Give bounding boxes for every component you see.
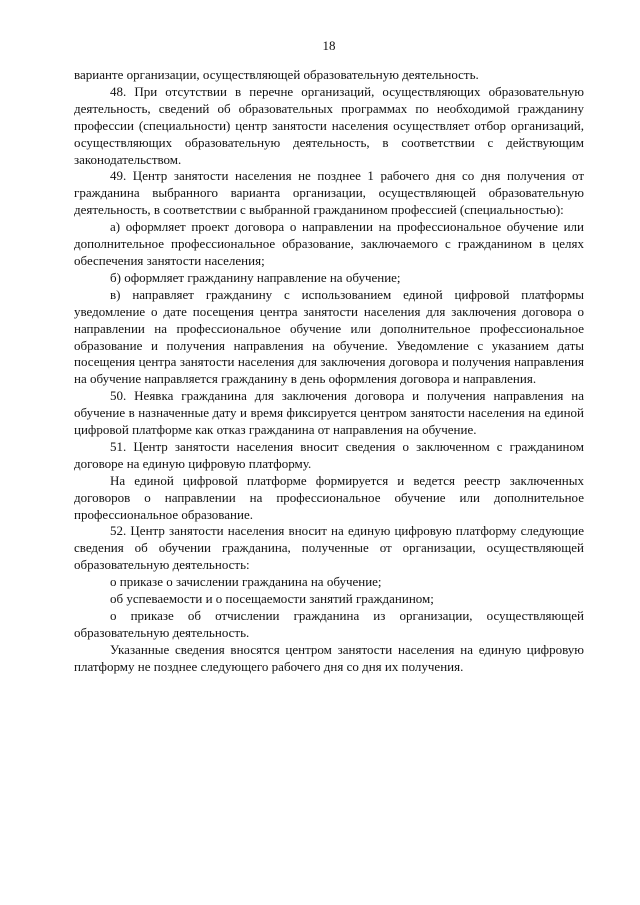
paragraph-51-registry: На единой цифровой платформе формируется и ведется реестр заключенных договоров о направлении на профессиональное обучение или дополнительное профессиональное образование. xyxy=(74,472,584,522)
paragraph-49-b: б) оформляет гражданину направление на обучение; xyxy=(110,269,401,285)
document-page xyxy=(74,0,584,905)
paragraph-49-a: а) оформляет проект договора о направлении на профессиональное обучение или дополнительное профессиональное образование, заключаемого с гражданином в целях обеспечения занятости населения; xyxy=(74,219,584,268)
paragraph-continuation: варианте организации, осуществляющей образовательную деятельность. xyxy=(74,67,479,82)
paragraph-51: 51. Центр занятости населения вносит сведения о заключенном с гражданином договоре на единую цифровую платформу. xyxy=(74,438,584,471)
paragraph-52: 52. Центр занятости населения вносит на единую цифровую платформу следующие сведения об обучении гражданина, полученные от организации, осуществляющей образовательную деятельность: xyxy=(74,523,584,573)
paragraph-52-deadline: Указанные сведения вносятся центром занятости населения на единую цифровую платформу не позднее следующего рабочего дня со дня их получения. xyxy=(74,641,584,674)
paragraph-50: 50. Неявка гражданина для заключения договора и получения направления на обучение в назначенные дату и время фиксируется центром занятости населения на единой цифровой платформе как отказ гражданина от направления на обучение. xyxy=(74,388,584,438)
paragraph-49-v: в) направляет гражданину с использованием единой цифровой платформы уведомление о дате посещения центра занятости населения для заключения договора о направлении на профессиональное обучение или дополнительное профессиональное образование и получения направления на обучение. Уведомление с указанием даты посещения центра занятости населения для заключения договора и получения направления на обучение направляется гражданину в день оформления договора и направления. xyxy=(74,286,584,387)
paragraph-52-item-attendance: об успеваемости и о посещаемости занятий гражданином; xyxy=(110,591,434,607)
document-body xyxy=(74,67,584,676)
paragraph-52-item-enrollment: о приказе о зачислении гражданина на обучение; xyxy=(110,574,382,590)
paragraph-48: 48. При отсутствии в перечне организаций, осуществляющих образовательную деятельность, сведений об образовательных программах по необходимой гражданину профессии (специальности) центр занятости населения осуществляет отбор организаций, осуществляющих образовательную деятельность, в соответствии с действующим законодательством. xyxy=(74,83,584,167)
page-number: 18 xyxy=(322,38,336,53)
paragraph-49: 49. Центр занятости населения не позднее 1 рабочего дня со дня получения от гражданина выбранного варианта организации, осуществляющей образовательную деятельность, в соответствии с выбранной гражданином профессией (специальностью): xyxy=(74,168,584,218)
paragraph-52-item-expulsion: о приказе об отчислении гражданина из организации, осуществляющей образовательную деятельность. xyxy=(74,608,584,640)
